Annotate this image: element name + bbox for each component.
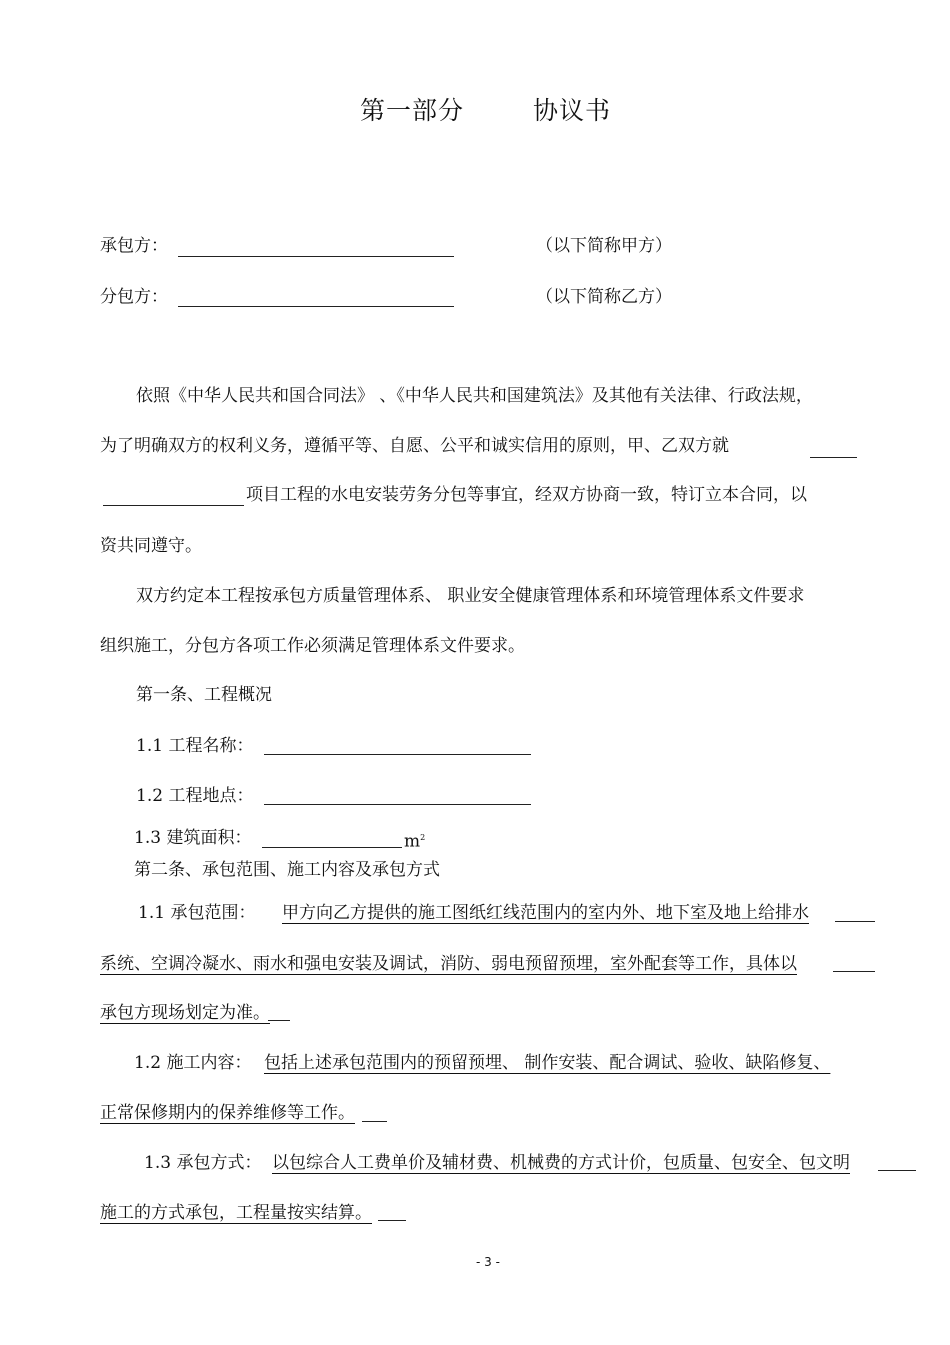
subcontractor-blank[interactable] [178, 306, 454, 307]
method-line-2-tail [378, 1220, 406, 1221]
intro-line-2: 为了明确双方的权利义务，遵循平等、自愿、公平和诚实信用的原则，甲、乙双方就 [100, 436, 729, 456]
scope-label: 1.1 承包范围： [138, 903, 256, 923]
content-line-2-tail [362, 1121, 387, 1122]
management-line-2: 组织施工，分包方各项工作必须满足管理体系文件要求。 [100, 636, 525, 656]
page-title-name: 协议书 [533, 96, 612, 125]
content-label: 1.2 施工内容： [134, 1053, 252, 1073]
method-label: 1.3 承包方式： [144, 1153, 262, 1173]
management-line-1: 双方约定本工程按承包方质量管理体系、 职业安全健康管理体系和环境管理体系文件要求 [136, 586, 805, 606]
project-name-blank[interactable] [264, 754, 531, 755]
building-area-label: 1.3 建筑面积： [134, 828, 252, 848]
scope-line-1-tail [835, 921, 875, 922]
scope-line-3-tail [268, 1020, 290, 1021]
method-line-2: 施工的方式承包，工程量按实结算。 [100, 1203, 372, 1223]
subcontractor-note: （以下简称乙方） [536, 287, 672, 307]
scope-line-1: 甲方向乙方提供的施工图纸红线范围内的室内外、地下室及地上给排水 [282, 903, 809, 923]
scope-line-3: 承包方现场划定为准。 [100, 1003, 270, 1023]
article2-heading: 第二条、承包范围、施工内容及承包方式 [134, 860, 440, 880]
content-line-1: 包括上述承包范围内的预留预埋、 制作安装、配合调试、验收、缺陷修复、 [264, 1053, 831, 1073]
article1-heading: 第一条、工程概况 [136, 685, 272, 705]
title-part: 第一部分 [360, 96, 465, 125]
page-title [360, 96, 464, 126]
scope-line-2-tail [833, 971, 875, 972]
building-area-blank[interactable] [262, 847, 402, 848]
intro-line-3: 项目工程的水电安装劳务分包等事宜，经双方协商一致，特订立本合同，以 [246, 485, 807, 505]
scope-line-2: 系统、空调冷凝水、雨水和强电安装及调试，消防、弱电预留预埋，室外配套等工作，具体以 [100, 954, 797, 974]
area-unit: $m^2$ [404, 831, 426, 852]
contractor-note: （以下简称甲方） [536, 236, 672, 256]
project-location-label: 1.2 工程地点： [136, 786, 254, 806]
project-name-label: 1.1 工程名称： [136, 736, 254, 756]
contractor-label: 承包方： [100, 236, 168, 256]
method-line-1-tail [878, 1170, 916, 1171]
subcontractor-label: 分包方： [100, 287, 168, 307]
intro-line-1: 依照《中华人民共和国合同法》 、《中华人民共和国建筑法》及其他有关法律、行政法规， [136, 386, 813, 406]
contractor-blank[interactable] [178, 256, 454, 257]
project-location-blank[interactable] [264, 804, 531, 805]
project-blank-end[interactable] [810, 457, 857, 458]
method-line-1: 以包综合人工费单价及辅材费、机械费的方式计价，包质量、包安全、包文明 [272, 1153, 850, 1173]
intro-line-4: 资共同遵守。 [100, 536, 202, 556]
page-number: - 3 - [476, 1255, 500, 1269]
project-blank-start[interactable] [103, 505, 244, 506]
content-line-2: 正常保修期内的保养维修等工作。 [100, 1103, 355, 1123]
